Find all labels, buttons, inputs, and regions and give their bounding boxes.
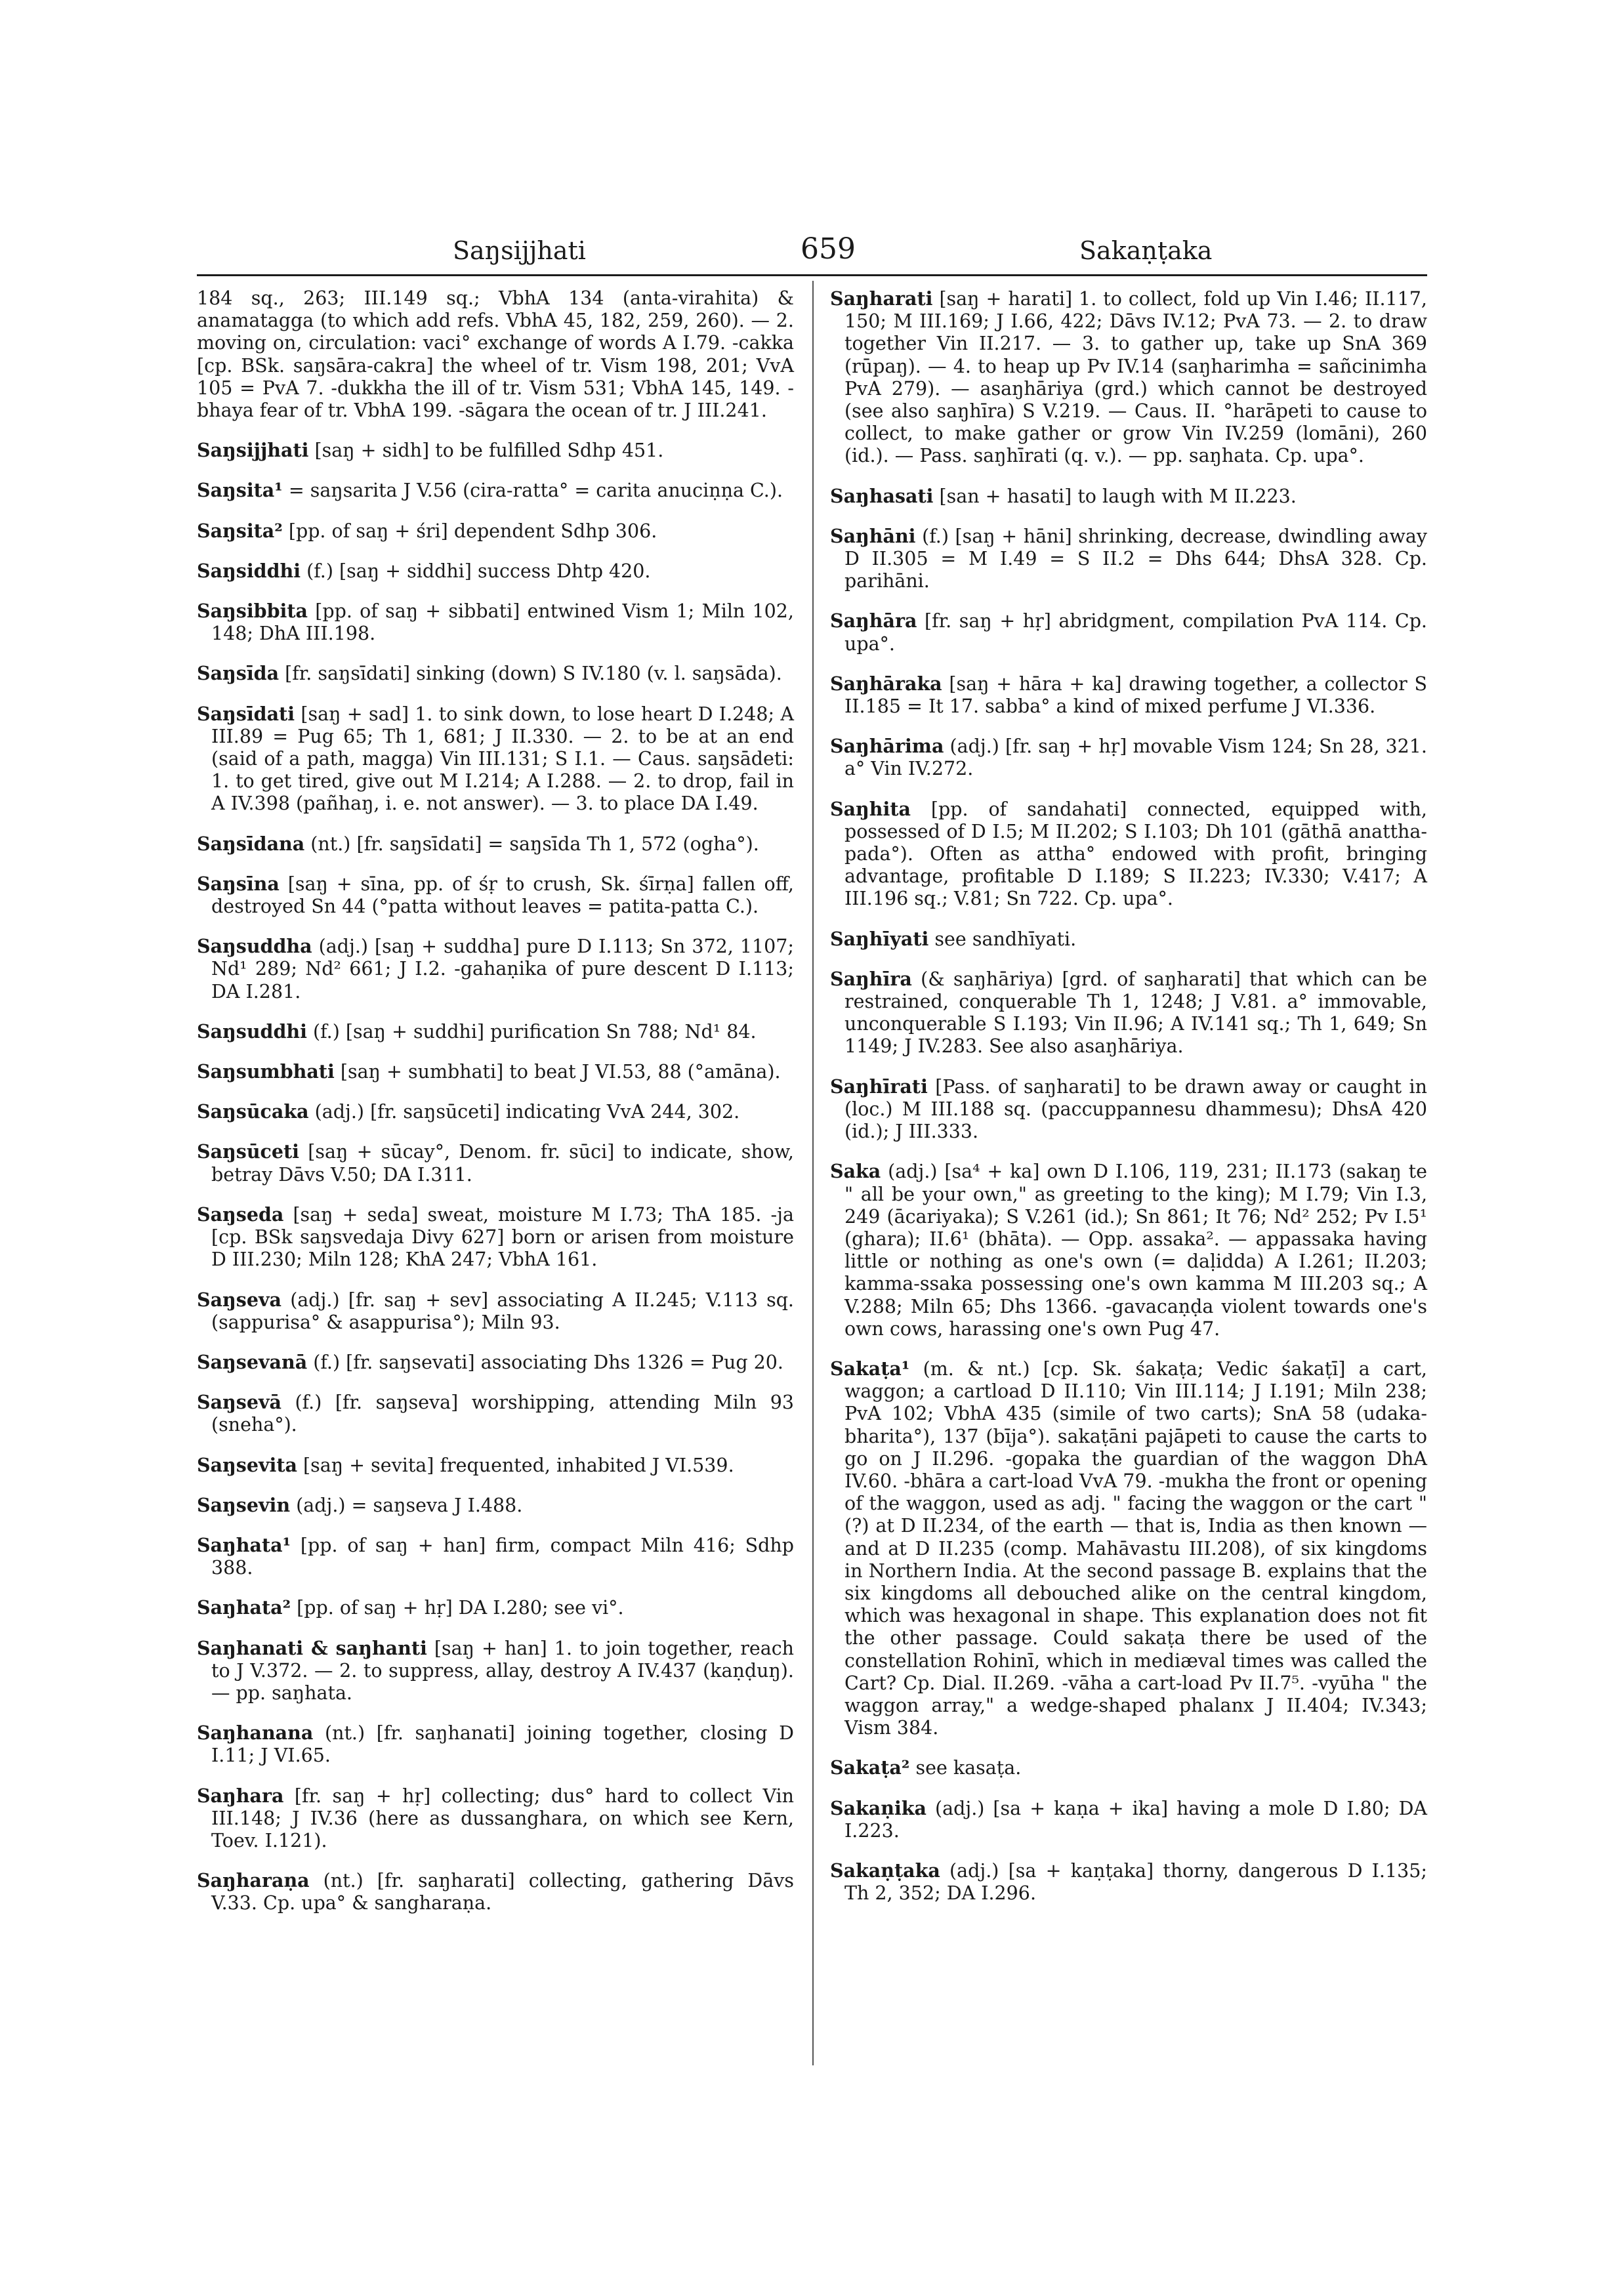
running-head [197, 230, 1427, 269]
dictionary-entry [197, 1351, 794, 1374]
entry-text: [pp. of sandahati] connected, equipped with, possessed of D I.5; M II.202; S I.103; Dh 101 (gāthā anattha-pada°). Often as attha° endowed with profit, bringing advantage, profitable D I.189; S II.223; IV.330; V.417; A III.196 sq.; V.81; Sn 722. Cp. upa°. [844, 798, 1427, 910]
entry-headword: Saŋsibbita [197, 600, 308, 623]
entry-text: [pp. of saŋ + sibbati] entwined Vism 1; Miln 102, 148; DhA III.198. [211, 600, 794, 645]
entry-headword: Saŋsīdana [197, 832, 305, 855]
entry-headword: Saŋsīda [197, 662, 280, 685]
entry-headword: Saŋhārima [830, 735, 944, 758]
entry-text: (f.) [fr. saŋsevati] associating Dhs 1326 = Pug 20. [307, 1351, 783, 1373]
dictionary-entry [197, 1391, 794, 1436]
entry-text: see kasaṭa. [909, 1757, 1022, 1779]
entry-text: [pp. of saŋ + han] firm, compact Miln 416; Sdhp 388. [211, 1534, 794, 1579]
entry-text: (adj.) [sa + kaṇṭaka] thorny, dangerous D I.135; Th 2, 352; DA I.296. [844, 1859, 1427, 1905]
dictionary-entry [830, 735, 1427, 780]
dictionary-entry [197, 1140, 794, 1186]
entry-headword: Saŋhanana [197, 1722, 314, 1745]
entry-text: [saŋ + sūcay°, Denom. fr. sūci] to indicate, show, betray Dāvs V.50; DA I.311. [211, 1141, 794, 1186]
entry-headword: Saŋharaṇa [197, 1869, 310, 1892]
dictionary-entry [197, 479, 794, 502]
dictionary-entry [830, 1357, 1427, 1739]
dictionary-entry [197, 873, 794, 918]
entry-headword: Saka [830, 1160, 881, 1183]
entry-headword: Sakaṭa¹ [830, 1357, 910, 1380]
left-column [197, 287, 794, 1932]
dictionary-entry [197, 1289, 794, 1334]
entry-headword: Saŋseda [197, 1203, 284, 1226]
dictionary-entry [197, 1785, 794, 1853]
dictionary-entry [197, 833, 794, 856]
entry-headword: Saŋhīra [830, 967, 912, 990]
entry-text: (f.) [fr. saŋseva] worshipping, attending Miln 93 (sneha°). [211, 1392, 794, 1436]
dictionary-entry [830, 1797, 1427, 1842]
entry-headword: Saŋsūceti [197, 1140, 300, 1163]
entry-headword: Saŋsiddhi [197, 559, 301, 582]
dictionary-entry [197, 1534, 794, 1579]
entry-headword: Saŋhita [830, 797, 911, 820]
entry-text: (f.) [saŋ + suddhi] purification Sn 788; Nd¹ 84. [306, 1020, 757, 1043]
entry-text: = saŋsarita J V.56 (cira-ratta° = carita anuciṇṇa C.). [282, 480, 783, 502]
entry-headword: Saŋsevita [197, 1453, 297, 1476]
dictionary-entry [830, 287, 1427, 468]
entry-text: (nt.) [fr. saŋharati] collecting, gathering Dāvs V.33. Cp. upa° & sangharaṇa. [211, 1870, 794, 1914]
entry-text: (nt.) [fr. saŋhanati] joining together, closing D I.11; J VI.65. [211, 1722, 794, 1767]
dictionary-entry [197, 439, 794, 462]
entry-text: [saŋ + sevita] frequented, inhabited J VI.539. [297, 1454, 734, 1476]
entry-text: see sandhīyati. [928, 928, 1077, 950]
dictionary-entry [830, 1859, 1427, 1905]
entry-headword: Saŋsūcaka [197, 1100, 309, 1123]
entry-text: [saŋ + sīna, pp. of śṛ to crush, Sk. śīrṇa] fallen off, destroyed Sn 44 (°patta without leaves = patita-patta C.). [211, 873, 794, 918]
entry-headword: Saŋsijjhati [197, 439, 309, 462]
entry-headword: Saŋsevā [197, 1391, 281, 1414]
entry-text: (adj.) [sa⁴ + ka] own D I.106, 119, 231; II.173 (sakaŋ te " all be your own," as greeting to the king); M I.79; Vin I.3, 249 (ācariyaka); S V.261 (id.); Sn 861; It 76; Nd² 252; Pv I.5¹ (ghara); II.6¹ (bhāta). — Opp. assaka². — appassaka having little or nothing as one's own (= daḷidda) A I.261; II.203; kamma-ssaka possessing one's own kamma M III.203 sq.; A V.288; Miln 65; Dhs 1366. -gavacaṇḍa violent towards one's own cows, harassing one's own Pug 47. [844, 1161, 1427, 1340]
entry-text: [saŋ + sumbhati] to beat J VI.53, 88 (°amāna). [334, 1061, 781, 1083]
entry-headword: Sakaṇika [830, 1796, 927, 1819]
entry-text: [fr. saŋ + hṛ] collecting; dus° hard to collect Vin III.148; J IV.36 (here as dussanghara, on which see Kern, Toev. I.121). [211, 1785, 794, 1851]
dictionary-entry [197, 1494, 794, 1517]
entry-text: (nt.) [fr. saŋsīdati] = saŋsīda Th 1, 572 (ogha°). [304, 833, 759, 855]
entry-text: (adj.) = saŋseva J I.488. [290, 1494, 523, 1516]
right-guide-word: Sakaṇṭaka [1079, 236, 1213, 265]
entry-headword: Saŋhara [197, 1784, 284, 1807]
entry-text: [saŋ + hāra + ka] drawing together, a collector S II.185 = It 17. sabba° a kind of mixed perfume J VI.336. [844, 672, 1427, 718]
entry-headword: Saŋsita¹ [197, 479, 283, 502]
entry-headword: Saŋseva [197, 1288, 281, 1311]
entry-text: [pp. of saŋ + śri] dependent Sdhp 306. [282, 520, 657, 542]
entry-text: 184 sq., 263; III.149 sq.; VbhA 134 (anta-virahita) & anamatagga (to which add refs. VbhA 45, 182, 259, 260). — 2. moving on, circulation: vaci° exchange of words A I.79. -cakka [cp. BSk. saŋsāra-cakra] the wheel of tr. Vism 198, 201; VvA 105 = PvA 7. -dukkha the ill of tr. Vism 531; VbhA 145, 149. -bhaya fear of tr. VbhA 199. -sāgara the ocean of tr. J III.241. [197, 287, 794, 422]
entry-headword: Saŋsīdati [197, 702, 295, 725]
entry-text: (& saŋhāriya) [grd. of saŋharati] that which can be restrained, conquerable Th 1, 1248; J V.81. a° immovable, unconquerable S I.193; Vin II.96; A IV.141 sq.; Th 1, 649; Sn 1149; J IV.283. See also asaŋhāriya. [844, 968, 1427, 1058]
entry-text: (adj.) [fr. saŋ + hṛ] movable Vism 124; Sn 28, 321. a° Vin IV.272. [844, 735, 1427, 780]
entry-text: (f.) [saŋ + siddhi] success Dhtp 420. [301, 560, 651, 582]
entry-text: [saŋ + seda] sweat, moisture M I.73; ThA 185. -ja [cp. BSk saŋsvedaja Divy 627] born or arisen from moisture D III.230; Miln 128; KhA 247; VbhA 161. [211, 1203, 794, 1271]
entry-headword: Saŋsita² [197, 519, 283, 542]
entry-text: (adj.) [fr. saŋ + sev] associating A II.245; V.113 sq. (sappurisa° & asappurisa°); Miln 93. [211, 1289, 794, 1333]
entry-text: (adj.) [sa + kaṇa + ika] having a mole D I.80; DA I.223. [844, 1797, 1427, 1842]
entry-headword: Saŋhāra [830, 610, 917, 632]
entry-text: [saŋ + sad] 1. to sink down, to lose heart D I.248; A III.89 = Pug 65; Th 1, 681; J II.330. — 2. to be at an end (said of a path, magga) Vin III.131; S I.1. — Caus. saŋsādeti: 1. to get tired, give out M I.214; A I.288. — 2. to drop, fail in A IV.398 (pañhaŋ, i. e. not answer). — 3. to place DA I.49. [211, 703, 794, 815]
dictionary-entry [197, 935, 794, 1003]
entry-text: [fr. saŋsīdati] sinking (down) S IV.180 (v. l. saŋsāda). [279, 663, 782, 685]
entry-text: [saŋ + han] 1. to join together, reach to J V.372. — 2. to suppress, allay, destroy A IV.437 (kaṇḍuŋ). — pp. saŋhata. [211, 1637, 795, 1704]
entry-headword: Saŋsevin [197, 1493, 291, 1516]
entry-headword: Saŋhīrati [830, 1075, 928, 1098]
entry-text: [fr. saŋ + hṛ] abridgment, compilation PvA 114. Cp. upa°. [844, 610, 1427, 655]
entry-headword: Saŋsumbhati [197, 1060, 335, 1083]
entry-text: (f.) [saŋ + hāni] shrinking, decrease, dwindling away D II.305 = M I.49 = S II.2 = Dhs 644; DhsA 328. Cp. parihāni. [844, 525, 1427, 592]
dictionary-entry [197, 1869, 794, 1914]
dictionary-entry [197, 1637, 794, 1705]
left-guide-word: Saŋsijjhati [453, 236, 586, 265]
entry-text: (m. & nt.) [cp. Sk. śakaṭa; Vedic śakaṭī] a cart, waggon; a cartload D II.110; Vin III.114; J I.191; Miln 238; PvA 102; VbhA 435 (simile of two carts); SnA 58 (udaka-bharita°), 137 (bīja°). sakaṭāni pajāpeti to cause the carts to go on J II.296. -gopaka the guardian of the waggon DhA IV.60. -bhāra a cart-load VvA 79. -mukha the front or opening of the waggon, used as adj. " facing the waggon or the cart " (?) at D II.234, of the earth — that is, India as then known — and at D II.235 (comp. Mahāvastu III.208), of six kingdoms in Northern India. At the second passage B. explains that the six kingdoms all debouched alike on the central kingdom, which was hexagonal in shape. This explanation does not fit the other passage. Could sakaṭa there be used of the constellation Rohinī, which in mediæval times was called the Cart? Cp. Dial. II.269. -vāha a cart-load Pv II.7⁵. -vyūha " the waggon array," a wedge-shaped phalanx J II.404; IV.343; Vism 384. [844, 1357, 1427, 1739]
entry-headword: Sakaṇṭaka [830, 1859, 940, 1882]
dictionary-entry [830, 968, 1427, 1058]
entry-text: [pp. of saŋ + hṛ] DA I.280; see vi°. [291, 1597, 624, 1619]
entry-text: (adj.) [fr. saŋsūceti] indicating VvA 244, 302. [308, 1101, 740, 1123]
dictionary-entry [197, 287, 794, 422]
right-column [830, 287, 1427, 1922]
entry-headword: Saŋhanati & saŋhanti [197, 1636, 427, 1659]
dictionary-entry [830, 928, 1427, 951]
dictionary-entry [830, 1756, 1427, 1779]
dictionary-entry [197, 600, 794, 645]
column-divider [812, 281, 814, 2065]
entry-headword: Saŋsīna [197, 872, 280, 895]
entry-headword: Saŋsuddha [197, 935, 312, 958]
dictionary-entry [830, 485, 1427, 508]
dictionary-entry [197, 1454, 794, 1477]
dictionary-entry [830, 798, 1427, 911]
dictionary-entry [197, 1596, 794, 1619]
dictionary-entry [830, 525, 1427, 593]
entry-headword: Saŋhāni [830, 524, 916, 547]
entry-text: [saŋ + harati] 1. to collect, fold up Vin I.46; II.117, 150; M III.169; J I.66, 422; Dāvs IV.12; PvA 73. — 2. to draw together Vin II.217. — 3. to gather up, take up SnA 369 (rūpaŋ). — 4. to heap up Pv IV.14 (saŋharimha = sañcinimha PvA 279). — asaŋhāriya (grd.) which cannot be destroyed (see also saŋhīra) S V.219. — Caus. II. °harāpeti to cause to collect, to make gather or grow Vin IV.259 (lomāni), 260 (id.). — Pass. saŋhīrati (q. v.). — pp. saŋhata. Cp. upa°. [844, 288, 1427, 467]
dictionary-entry [197, 703, 794, 816]
header-rule [197, 274, 1427, 276]
entry-text: [saŋ + sidh] to be fulfilled Sdhp 451. [308, 440, 664, 462]
entry-headword: Saŋharati [830, 287, 933, 310]
dictionary-entry [830, 610, 1427, 655]
entry-text: [san + hasati] to laugh with M II.223. [933, 485, 1297, 507]
dictionary-entry [830, 672, 1427, 718]
entry-text: (adj.) [saŋ + suddha] pure D I.113; Sn 372, 1107; Nd¹ 289; Nd² 661; J I.2. -gahaṇika of pure descent D I.113; DA I.281. [211, 936, 794, 1003]
entry-headword: Saŋhīyati [830, 927, 929, 950]
dictionary-entry [197, 560, 794, 583]
dictionary-entry [830, 1160, 1427, 1340]
entry-headword: Saŋhata² [197, 1596, 291, 1619]
dictionary-entry [197, 1100, 794, 1123]
dictionary-entry [197, 520, 794, 543]
entry-headword: Saŋhasati [830, 484, 934, 507]
page-number: 659 [801, 232, 856, 266]
entry-headword: Sakaṭa² [830, 1756, 910, 1779]
dictionary-entry [197, 1060, 794, 1083]
dictionary-entry [830, 1075, 1427, 1144]
dictionary-entry [197, 662, 794, 685]
entry-headword: Saŋsevanā [197, 1350, 308, 1373]
dictionary-entry [197, 1722, 794, 1767]
dictionary-entry [197, 1203, 794, 1272]
entry-headword: Saŋhāraka [830, 672, 942, 695]
entry-text: [Pass. of saŋharati] to be drawn away or caught in (loc.) M III.188 sq. (paccuppannesu dhammesu); DhsA 420 (id.); J III.333. [844, 1075, 1427, 1143]
entry-headword: Saŋsuddhi [197, 1020, 307, 1043]
dictionary-entry [197, 1020, 794, 1043]
entry-headword: Saŋhata¹ [197, 1533, 291, 1556]
